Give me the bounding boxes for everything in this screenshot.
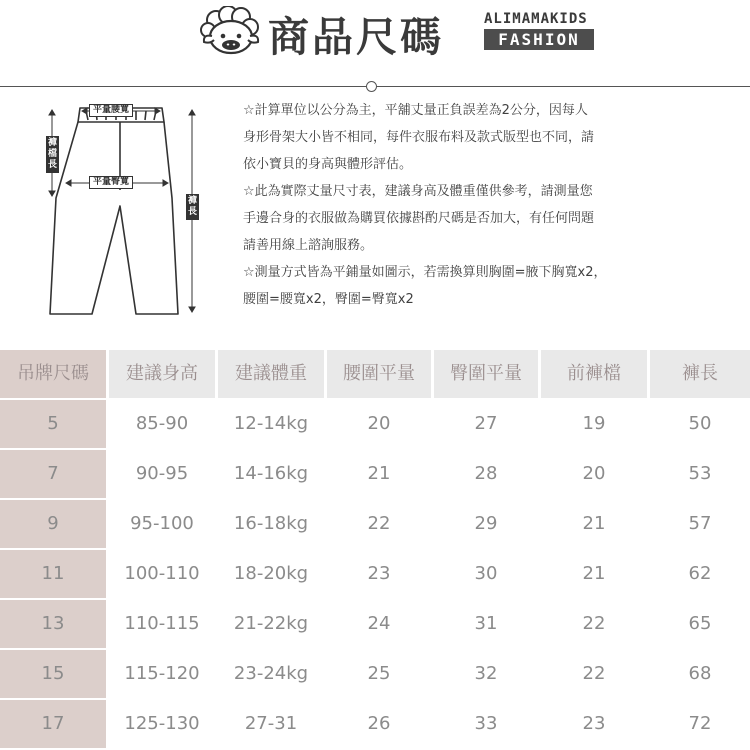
note-line: 請善用線上諮詢服務。: [243, 238, 374, 253]
table-row: [0, 600, 750, 648]
table-cell: 27-31: [244, 713, 298, 734]
note-line: 手邊合身的衣服做為購買依據斟酌尺碼是否加大，有任何問題: [243, 211, 595, 226]
table-row: [0, 400, 750, 448]
waist-width-label: 平量腰寬: [89, 104, 133, 117]
table-cell: 31: [474, 613, 498, 634]
page-header: [0, 0, 750, 92]
table-cell: 20: [582, 463, 606, 484]
table-cell: 100-110: [124, 563, 200, 584]
table-cell: 21: [582, 513, 606, 534]
table-cell: 7: [0, 450, 106, 498]
table-header-cell: 建議身高: [109, 350, 215, 398]
table-cell: 68: [688, 663, 712, 684]
table-cell: 115-120: [124, 663, 200, 684]
table-cell: 72: [688, 713, 712, 734]
table-cell: 12-14kg: [233, 413, 309, 434]
rise-length-label: 褲檔長: [46, 136, 59, 173]
table-cell: 23: [582, 713, 606, 734]
table-cell: 57: [688, 513, 712, 534]
table-cell: 53: [688, 463, 712, 484]
table-cell: 17: [0, 700, 106, 748]
table-cell: 28: [474, 463, 498, 484]
table-cell: 20: [367, 413, 391, 434]
table-cell: 50: [688, 413, 712, 434]
note-line: 身形骨架大小皆不相同，每件衣服布料及款式版型也不同，請: [243, 130, 595, 145]
table-cell: 22: [582, 663, 606, 684]
table-cell: 21: [582, 563, 606, 584]
table-cell: 14-16kg: [233, 463, 309, 484]
table-header-cell: 前褲檔: [541, 350, 647, 398]
note-line: ☆計算單位以公分為主，平舖丈量正負誤差為2公分，因每人: [243, 103, 588, 118]
table-cell: 95-100: [130, 513, 194, 534]
pants-measurement-diagram: [40, 98, 220, 328]
note-line: ☆此為實際丈量尺寸表，建議身高及體重僅供參考，請測量您: [243, 184, 593, 199]
hip-width-label: 平量臀寬: [89, 176, 133, 189]
table-header-cell: 褲長: [650, 350, 750, 398]
table-cell: 22: [367, 513, 391, 534]
page-title: 商品尺碼: [268, 13, 444, 61]
sheep-logo-icon: [198, 6, 264, 58]
brand-tagline: FASHION: [484, 29, 594, 50]
table-cell: 90-95: [135, 463, 189, 484]
divider-circle: [366, 81, 377, 92]
table-cell: 85-90: [135, 413, 189, 434]
brand-logo: [484, 11, 594, 50]
table-cell: 23-24kg: [233, 663, 309, 684]
table-cell: 62: [688, 563, 712, 584]
size-notes: [243, 97, 713, 313]
note-line: 依小寶貝的身高與體形評估。: [243, 157, 413, 172]
table-cell: 21: [367, 463, 391, 484]
table-cell: 26: [367, 713, 391, 734]
table-cell: 110-115: [124, 613, 200, 634]
table-row: [0, 500, 750, 548]
table-cell: 65: [688, 613, 712, 634]
table-cell: 29: [474, 513, 498, 534]
table-cell: 13: [0, 600, 106, 648]
table-cell: 30: [474, 563, 498, 584]
table-header-cell: 腰圍平量: [327, 350, 431, 398]
table-header-cell: 建議體重: [218, 350, 324, 398]
table-cell: 15: [0, 650, 106, 698]
table-cell: 23: [367, 563, 391, 584]
table-cell: 16-18kg: [233, 513, 309, 534]
table-row: [0, 650, 750, 698]
table-row: [0, 550, 750, 598]
table-cell: 33: [474, 713, 498, 734]
pants-length-label: 褲長: [186, 194, 199, 220]
brand-name: ALIMAMAKIDS: [484, 11, 588, 27]
table-cell: 27: [474, 413, 498, 434]
table-header-row: [0, 350, 750, 398]
table-cell: 32: [474, 663, 498, 684]
table-header-cell: 臀圍平量: [434, 350, 538, 398]
table-cell: 24: [367, 613, 391, 634]
table-row: [0, 700, 750, 748]
table-cell: 5: [0, 400, 106, 448]
table-cell: 11: [0, 550, 106, 598]
table-cell: 18-20kg: [233, 563, 309, 584]
table-cell: 9: [0, 500, 106, 548]
table-cell: 22: [582, 613, 606, 634]
note-line: ☆測量方式皆為平鋪量如圖示，若需換算則胸圍=腋下胸寬x2，: [243, 265, 607, 280]
table-cell: 19: [582, 413, 606, 434]
table-cell: 21-22kg: [233, 613, 309, 634]
table-row: [0, 450, 750, 498]
table-cell: 125-130: [124, 713, 200, 734]
table-header-cell: 吊牌尺碼: [0, 350, 106, 398]
table-cell: 25: [367, 663, 391, 684]
note-line: 腰圍=腰寬x2，臀圍=臀寬x2: [243, 292, 414, 307]
